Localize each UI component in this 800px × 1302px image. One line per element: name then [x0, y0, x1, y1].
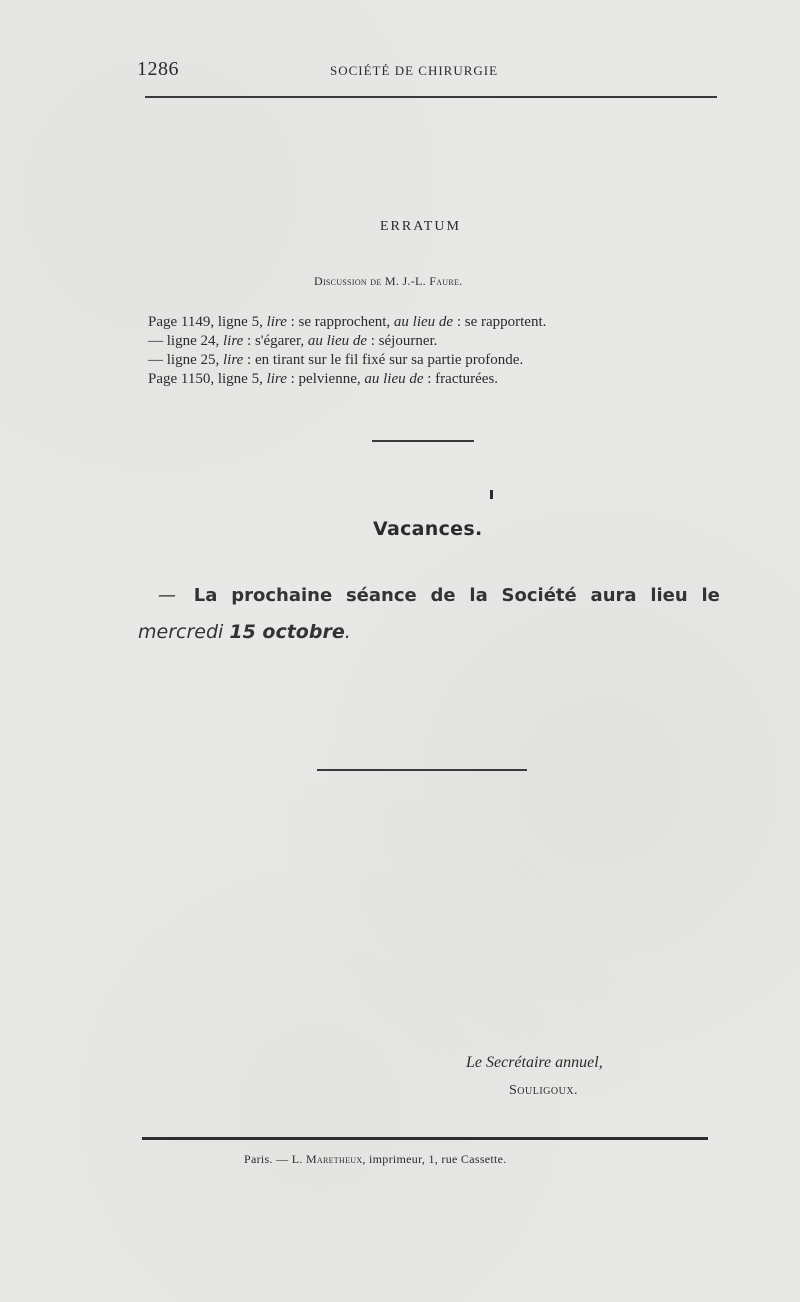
errata-line-prefix: — ligne 24, [148, 333, 223, 349]
imprint-prefix: Paris. — L. [244, 1152, 306, 1166]
announcement-weekday: mercredi [138, 621, 230, 643]
ink-mark [490, 490, 493, 499]
announcement-word: la [469, 585, 488, 606]
errata-line-lire: lire [266, 371, 287, 387]
errata-line-prefix: Page 1149, ligne 5, [148, 314, 267, 330]
section-divider [317, 769, 527, 771]
page-number: 1286 [137, 58, 179, 80]
imprint-address: , imprimeur, 1, rue Cassette. [362, 1152, 507, 1166]
errata-line-prefix: Page 1150, ligne 5, [148, 371, 267, 387]
announcement-word: Société [501, 585, 577, 606]
announcement-word: de [430, 585, 456, 606]
section-divider [372, 440, 474, 442]
announcement-word: prochaine [231, 585, 333, 606]
announcement-word: La [193, 585, 218, 606]
erratum-title: ERRATUM [380, 219, 461, 234]
vacances-heading: Vacances. [373, 518, 483, 540]
errata-line-correction: : pelvienne, [286, 371, 365, 387]
errata-line-correction: : s'égarer, [243, 333, 308, 349]
errata-line-correction: : en tirant sur le fil fixé sur sa partie profonde. [243, 352, 524, 368]
errata-line-au-lieu-de: au lieu de [393, 314, 454, 330]
announcement-word: le [701, 585, 720, 606]
errata-line-original: : fracturées. [423, 371, 499, 387]
announcement-date [138, 621, 351, 643]
errata-line-original: : se rapportent. [453, 314, 547, 330]
errata-line-au-lieu-de: au lieu de [307, 333, 368, 349]
imprint-printer: Maretheux [305, 1152, 363, 1166]
signature-role: Le Secrétaire annuel, [466, 1054, 603, 1071]
erratum-discussion: Discussion de M. J.-L. Faure. [314, 274, 463, 288]
errata-line-lire: lire [223, 352, 244, 368]
errata-line-correction: : se rapprochent, [286, 314, 394, 330]
running-title: SOCIÉTÉ DE CHIRURGIE [330, 63, 499, 78]
announcement-word: séance [345, 585, 417, 606]
errata-line [148, 370, 546, 389]
errata-line-prefix: — ligne 25, [148, 352, 223, 368]
errata-line-lire: lire [223, 333, 244, 349]
header-rule [145, 96, 717, 98]
announcement-period: . [344, 621, 351, 643]
errata-line-lire: lire [266, 314, 287, 330]
errata-line [148, 351, 546, 370]
printer-imprint [244, 1152, 507, 1167]
signature-name: Souligoux. [509, 1083, 579, 1098]
errata-line-original: : séjourner. [367, 333, 438, 349]
announcement-day-month: 15 octobre [229, 621, 345, 643]
footer-rule [142, 1137, 708, 1140]
errata-line-au-lieu-de: au lieu de [364, 371, 424, 387]
errata-line [148, 313, 546, 332]
announcement-dash: — [158, 585, 176, 606]
errata-list [148, 313, 546, 389]
announcement-word: lieu [650, 585, 688, 606]
announcement-line [158, 585, 720, 606]
announcement-word: aura [590, 585, 637, 606]
errata-line [148, 332, 546, 351]
